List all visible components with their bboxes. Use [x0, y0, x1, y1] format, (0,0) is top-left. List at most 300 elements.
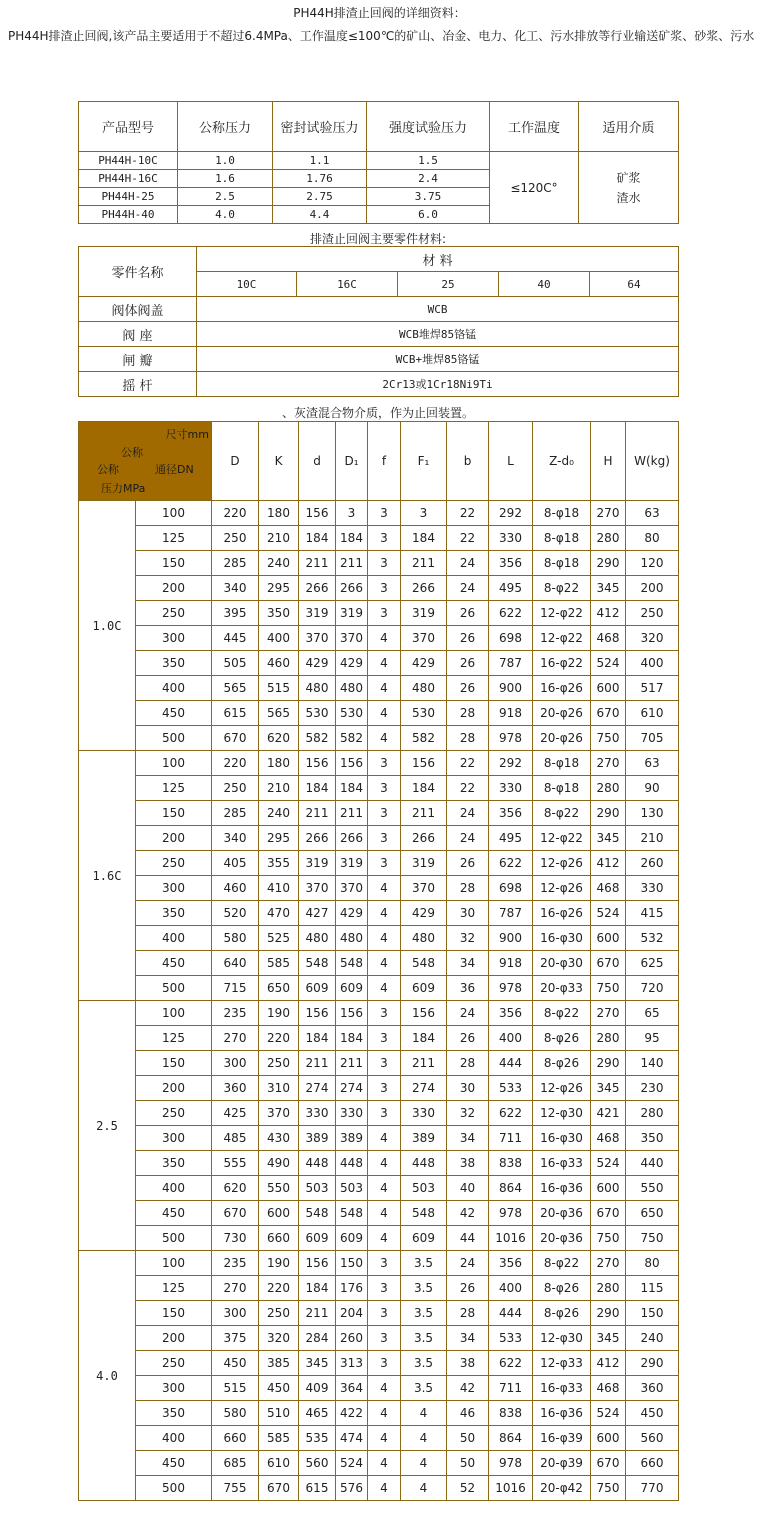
- dims-cell: 204: [336, 1301, 368, 1326]
- dims-cell: 400: [626, 651, 679, 676]
- dims-cell: 515: [212, 1376, 259, 1401]
- dims-cell: 260: [336, 1326, 368, 1351]
- dims-cell: 20-φ42: [533, 1476, 591, 1501]
- page-title: PH44H排渣止回阀的详细资料：: [293, 6, 466, 20]
- dims-cell: 330: [299, 1101, 336, 1126]
- dims-cell: 560: [299, 1451, 336, 1476]
- dims-cell: 468: [591, 1126, 626, 1151]
- dims-cell: 711: [489, 1376, 533, 1401]
- dims-cell: 375: [212, 1326, 259, 1351]
- dims-cell: 313: [336, 1351, 368, 1376]
- dims-cell: 50: [447, 1426, 489, 1451]
- dims-data-row: [79, 776, 679, 801]
- dims-cell: 274: [336, 1076, 368, 1101]
- dims-cell: 270: [212, 1276, 259, 1301]
- dims-cell: 565: [259, 701, 299, 726]
- dims-cell: 490: [259, 1151, 299, 1176]
- dims-cell: 320: [259, 1326, 299, 1351]
- dims-data-row: [79, 1301, 679, 1326]
- dims-cell: 38: [447, 1351, 489, 1376]
- dims-cell: 210: [259, 776, 299, 801]
- dn-cell: 400: [136, 1426, 212, 1451]
- dims-column-header: D: [212, 422, 259, 501]
- dims-cell: 3: [368, 1051, 401, 1076]
- dn-cell: 100: [136, 1001, 212, 1026]
- dims-column-header: b: [447, 422, 489, 501]
- dims-cell: 34: [447, 951, 489, 976]
- dims-cell: 8-φ22: [533, 576, 591, 601]
- dims-cell: 50: [447, 1451, 489, 1476]
- dims-cell: 356: [489, 1001, 533, 1026]
- dn-cell: 300: [136, 626, 212, 651]
- dims-cell: 20-φ36: [533, 1201, 591, 1226]
- dims-cell: 22: [447, 501, 489, 526]
- dims-cell: 3: [368, 1101, 401, 1126]
- dims-cell: 320: [626, 626, 679, 651]
- dims-cell: 415: [626, 901, 679, 926]
- dims-column-header: H: [591, 422, 626, 501]
- dims-cell: 184: [401, 776, 447, 801]
- dims-cell: 220: [212, 501, 259, 526]
- dims-cell: 3: [401, 501, 447, 526]
- dims-cell: 525: [259, 926, 299, 951]
- spec-cell: 3.75: [367, 188, 490, 206]
- dims-cell: 280: [591, 1276, 626, 1301]
- dims-cell: 8-φ18: [533, 751, 591, 776]
- dims-cell: 345: [299, 1351, 336, 1376]
- spec-temperature: ≤120C°: [490, 152, 579, 224]
- dims-cell: 220: [212, 751, 259, 776]
- dims-cell: 319: [401, 601, 447, 626]
- dims-cell: 465: [299, 1401, 336, 1426]
- dims-cell: 250: [259, 1051, 299, 1076]
- dims-cell: 211: [336, 551, 368, 576]
- material-header: 材 料: [197, 247, 679, 272]
- dims-data-row: [79, 926, 679, 951]
- dims-cell: 503: [336, 1176, 368, 1201]
- dims-data-row: [79, 1351, 679, 1376]
- dims-cell: 495: [489, 826, 533, 851]
- dims-cell: 210: [626, 826, 679, 851]
- dims-cell: 52: [447, 1476, 489, 1501]
- dims-data-row: [79, 1151, 679, 1176]
- dims-cell: 425: [212, 1101, 259, 1126]
- dims-cell: 615: [299, 1476, 336, 1501]
- dims-cell: 32: [447, 1101, 489, 1126]
- dims-cell: 395: [212, 601, 259, 626]
- dims-cell: 280: [591, 526, 626, 551]
- dims-cell: 429: [401, 651, 447, 676]
- dims-cell: 548: [299, 951, 336, 976]
- dims-cell: 609: [401, 1226, 447, 1251]
- dims-cell: 705: [626, 726, 679, 751]
- dims-cell: 156: [336, 751, 368, 776]
- dims-cell: 468: [591, 626, 626, 651]
- pressure-class-cell: 1.0C: [79, 501, 136, 751]
- dims-cell: 16-φ36: [533, 1176, 591, 1201]
- dims-cell: 4: [368, 976, 401, 1001]
- dims-cell: 235: [212, 1251, 259, 1276]
- dims-cell: 3: [368, 1076, 401, 1101]
- dims-cell: 448: [336, 1151, 368, 1176]
- dn-cell: 300: [136, 1126, 212, 1151]
- dims-cell: 480: [336, 676, 368, 701]
- dims-cell: 220: [259, 1276, 299, 1301]
- dims-data-row: [79, 526, 679, 551]
- dims-cell: 235: [212, 1001, 259, 1026]
- dn-cell: 200: [136, 576, 212, 601]
- spec-cell: 1.0: [178, 152, 273, 170]
- dims-cell: 3.5: [401, 1376, 447, 1401]
- dims-cell: 582: [401, 726, 447, 751]
- dims-cell: 330: [489, 526, 533, 551]
- dims-cell: 448: [401, 1151, 447, 1176]
- dims-cell: 266: [401, 576, 447, 601]
- dims-cell: 330: [336, 1101, 368, 1126]
- dims-cell: 609: [336, 976, 368, 1001]
- dims-cell: 8-φ22: [533, 1001, 591, 1026]
- dims-cell: 4: [368, 1451, 401, 1476]
- dims-cell: 345: [591, 1076, 626, 1101]
- dims-cell: 95: [626, 1026, 679, 1051]
- dims-cell: 3: [368, 576, 401, 601]
- dims-cell: 180: [259, 751, 299, 776]
- dn-cell: 250: [136, 1351, 212, 1376]
- dims-cell: 211: [336, 1051, 368, 1076]
- dims-cell: 685: [212, 1451, 259, 1476]
- dims-cell: 3: [368, 601, 401, 626]
- dims-cell: 330: [401, 1101, 447, 1126]
- material-value: 2Cr13或1Cr18Ni9Ti: [197, 372, 679, 397]
- dims-cell: 468: [591, 1376, 626, 1401]
- dims-cell: 22: [447, 526, 489, 551]
- dims-cell: 266: [299, 576, 336, 601]
- dims-cell: 345: [591, 1326, 626, 1351]
- spec-cell: 1.1: [273, 152, 367, 170]
- dims-cell: 156: [401, 1001, 447, 1026]
- dims-data-row: [79, 1076, 679, 1101]
- dims-cell: 650: [259, 976, 299, 1001]
- dims-cell: 24: [447, 801, 489, 826]
- dims-cell: 150: [626, 1301, 679, 1326]
- spec-cell: PH44H-25: [79, 188, 178, 206]
- dims-cell: 670: [591, 1201, 626, 1226]
- dims-cell: 211: [336, 801, 368, 826]
- dims-column-header: d: [299, 422, 336, 501]
- dims-cell: 42: [447, 1376, 489, 1401]
- dims-cell: 429: [401, 901, 447, 926]
- dims-cell: 4: [368, 901, 401, 926]
- dims-column-header: D₁: [336, 422, 368, 501]
- dims-cell: 24: [447, 1251, 489, 1276]
- dims-cell: 582: [299, 726, 336, 751]
- dims-cell: 670: [591, 1451, 626, 1476]
- dims-cell: 211: [401, 801, 447, 826]
- dims-cell: 32: [447, 926, 489, 951]
- material-value: WCB堆焊85铬锰: [197, 322, 679, 347]
- dims-cell: 470: [259, 901, 299, 926]
- dims-cell: 4: [401, 1426, 447, 1451]
- dims-cell: 400: [259, 626, 299, 651]
- dims-cell: 34: [447, 1126, 489, 1151]
- dims-cell: 90: [626, 776, 679, 801]
- dims-cell: 330: [626, 876, 679, 901]
- dims-cell: 24: [447, 826, 489, 851]
- dims-cell: 530: [299, 701, 336, 726]
- dims-data-row: [79, 501, 679, 526]
- dims-cell: 548: [401, 1201, 447, 1226]
- dims-cell: 230: [626, 1076, 679, 1101]
- dims-cell: 290: [591, 1301, 626, 1326]
- dn-cell: 350: [136, 901, 212, 926]
- dims-cell: 412: [591, 1351, 626, 1376]
- dims-cell: 16-φ30: [533, 926, 591, 951]
- dn-cell: 350: [136, 1401, 212, 1426]
- dims-cell: 505: [212, 651, 259, 676]
- spec-row: [79, 152, 679, 170]
- dims-cell: 184: [401, 526, 447, 551]
- dims-data-row: [79, 951, 679, 976]
- dims-cell: 156: [299, 501, 336, 526]
- dims-cell: 900: [489, 676, 533, 701]
- dims-data-row: [79, 851, 679, 876]
- dims-cell: 16-φ30: [533, 1126, 591, 1151]
- dims-cell: 3: [368, 1026, 401, 1051]
- dims-cell: 40: [447, 1176, 489, 1201]
- dims-cell: 356: [489, 801, 533, 826]
- dims-cell: 274: [401, 1076, 447, 1101]
- dn-cell: 100: [136, 751, 212, 776]
- dims-cell: 3: [368, 551, 401, 576]
- dims-data-row: [79, 551, 679, 576]
- dims-cell: 370: [299, 876, 336, 901]
- dims-cell: 295: [259, 576, 299, 601]
- dims-cell: 30: [447, 901, 489, 926]
- dims-cell: 3: [368, 826, 401, 851]
- dims-cell: 533: [489, 1076, 533, 1101]
- spec-cell: 4.0: [178, 206, 273, 224]
- dims-cell: 750: [591, 1226, 626, 1251]
- dims-data-row: [79, 576, 679, 601]
- dn-cell: 300: [136, 876, 212, 901]
- dims-cell: 184: [299, 1276, 336, 1301]
- dims-cell: 370: [401, 626, 447, 651]
- dims-cell: 670: [259, 1476, 299, 1501]
- dims-cell: 184: [299, 1026, 336, 1051]
- dims-cell: 28: [447, 701, 489, 726]
- dims-cell: 44: [447, 1226, 489, 1251]
- dims-cell: 211: [299, 1301, 336, 1326]
- dn-cell: 200: [136, 1076, 212, 1101]
- dn-cell: 500: [136, 976, 212, 1001]
- spec-header: 适用介质: [579, 102, 679, 152]
- grade-cell: 25: [398, 272, 499, 297]
- dims-cell: 16-φ26: [533, 901, 591, 926]
- dims-cell: 620: [212, 1176, 259, 1201]
- dims-data-row: [79, 901, 679, 926]
- dn-cell: 500: [136, 1226, 212, 1251]
- dims-cell: 12-φ33: [533, 1351, 591, 1376]
- spec-medium-line: 矿浆: [616, 170, 641, 185]
- dims-cell: 405: [212, 851, 259, 876]
- dims-data-row: [79, 1276, 679, 1301]
- dims-cell: 524: [591, 901, 626, 926]
- dims-cell: 600: [591, 676, 626, 701]
- dims-column-header: f: [368, 422, 401, 501]
- dims-cell: 340: [212, 576, 259, 601]
- dn-cell: 400: [136, 1176, 212, 1201]
- dims-cell: 24: [447, 1001, 489, 1026]
- dims-cell: 615: [212, 701, 259, 726]
- dims-cell: 622: [489, 1351, 533, 1376]
- grade-cell: 16C: [297, 272, 398, 297]
- dims-cell: 582: [336, 726, 368, 751]
- spec-header: 工作温度: [490, 102, 579, 152]
- dims-cell: 184: [336, 1026, 368, 1051]
- dims-cell: 184: [401, 1026, 447, 1051]
- dims-cell: 190: [259, 1251, 299, 1276]
- dims-cell: 156: [336, 1001, 368, 1026]
- dims-cell: 156: [401, 751, 447, 776]
- dims-cell: 211: [299, 801, 336, 826]
- spec-cell: 4.4: [273, 206, 367, 224]
- pressure-class-cell: 4.0: [79, 1251, 136, 1501]
- dims-cell: 300: [212, 1051, 259, 1076]
- dims-cell: 495: [489, 576, 533, 601]
- material-value: WCB: [197, 297, 679, 322]
- corner-nominal-label: 公称: [121, 446, 143, 459]
- dims-cell: 290: [591, 551, 626, 576]
- dims-cell: 270: [591, 1251, 626, 1276]
- spec-header: 强度试验压力: [367, 102, 490, 152]
- dn-cell: 250: [136, 601, 212, 626]
- dims-data-row: [79, 751, 679, 776]
- dims-cell: 389: [299, 1126, 336, 1151]
- dims-cell: 310: [259, 1076, 299, 1101]
- dims-cell: 412: [591, 601, 626, 626]
- dims-data-row: [79, 1026, 679, 1051]
- dims-cell: 400: [489, 1276, 533, 1301]
- dims-cell: 3: [368, 776, 401, 801]
- dims-cell: 250: [212, 526, 259, 551]
- dims-data-row: [79, 1051, 679, 1076]
- dims-cell: 356: [489, 1251, 533, 1276]
- dims-cell: 560: [626, 1426, 679, 1451]
- dims-cell: 532: [626, 926, 679, 951]
- dims-cell: 389: [336, 1126, 368, 1151]
- dims-cell: 150: [336, 1251, 368, 1276]
- dims-cell: 838: [489, 1401, 533, 1426]
- dims-cell: 355: [259, 851, 299, 876]
- dims-cell: 670: [591, 701, 626, 726]
- dims-cell: 46: [447, 1401, 489, 1426]
- dims-cell: 364: [336, 1376, 368, 1401]
- dims-data-row: [79, 651, 679, 676]
- dims-data-row: [79, 1476, 679, 1501]
- dims-cell: 295: [259, 826, 299, 851]
- dims-cell: 548: [299, 1201, 336, 1226]
- dims-cell: 26: [447, 601, 489, 626]
- dims-cell: 280: [626, 1101, 679, 1126]
- dims-cell: 660: [212, 1426, 259, 1451]
- dims-cell: 38: [447, 1151, 489, 1176]
- dims-cell: 4: [368, 1426, 401, 1451]
- corner-mpa-label: 压力MPa: [101, 482, 146, 495]
- dims-cell: 16-φ33: [533, 1151, 591, 1176]
- dims-cell: 524: [591, 651, 626, 676]
- dims-data-row: [79, 1001, 679, 1026]
- dims-cell: 978: [489, 976, 533, 1001]
- dims-cell: 4: [368, 1226, 401, 1251]
- dims-data-row: [79, 1251, 679, 1276]
- dims-data-row: [79, 1451, 679, 1476]
- dims-column-header: Z-d₀: [533, 422, 591, 501]
- dims-cell: 4: [368, 1401, 401, 1426]
- dims-cell: 660: [259, 1226, 299, 1251]
- dims-cell: 517: [626, 676, 679, 701]
- dims-cell: 3: [368, 801, 401, 826]
- dims-cell: 210: [259, 526, 299, 551]
- intro-text: PH44H排渣止回阀,该产品主要适用于不超过6.4MPa、工作温度≤100℃的矿山、冶金、电力、化工、污水排放等行业输送矿浆、砂浆、污水: [8, 29, 755, 43]
- spec-table: [78, 101, 679, 224]
- dims-cell: 450: [212, 1351, 259, 1376]
- dims-cell: 63: [626, 501, 679, 526]
- dims-cell: 480: [299, 926, 336, 951]
- dims-cell: 319: [299, 851, 336, 876]
- dimensions-table: [78, 421, 679, 1501]
- dims-data-row: [79, 626, 679, 651]
- dims-cell: 1016: [489, 1226, 533, 1251]
- dims-cell: 421: [591, 1101, 626, 1126]
- materials-caption: 排渣止回阀主要零件材料:: [309, 232, 447, 246]
- dims-cell: 292: [489, 751, 533, 776]
- dims-cell: 28: [447, 1301, 489, 1326]
- dn-cell: 125: [136, 1276, 212, 1301]
- dims-cell: 8-φ18: [533, 501, 591, 526]
- dims-cell: 200: [626, 576, 679, 601]
- material-row: [79, 372, 679, 397]
- dims-data-row: [79, 1226, 679, 1251]
- dims-cell: 503: [299, 1176, 336, 1201]
- dims-cell: 3.5: [401, 1351, 447, 1376]
- dims-cell: 620: [259, 726, 299, 751]
- dims-cell: 20-φ39: [533, 1451, 591, 1476]
- dn-cell: 150: [136, 1301, 212, 1326]
- dims-cell: 240: [259, 801, 299, 826]
- dims-cell: 4: [368, 1376, 401, 1401]
- dims-cell: 918: [489, 951, 533, 976]
- dims-cell: 622: [489, 851, 533, 876]
- dims-cell: 140: [626, 1051, 679, 1076]
- dims-cell: 266: [336, 826, 368, 851]
- dims-cell: 838: [489, 1151, 533, 1176]
- spec-cell: PH44H-10C: [79, 152, 178, 170]
- dims-cell: 20-φ30: [533, 951, 591, 976]
- dims-cell: 156: [299, 1251, 336, 1276]
- dims-cell: 284: [299, 1326, 336, 1351]
- dims-cell: 429: [336, 651, 368, 676]
- dims-cell: 319: [299, 601, 336, 626]
- dims-cell: 22: [447, 776, 489, 801]
- spec-cell: 1.5: [367, 152, 490, 170]
- dims-data-row: [79, 701, 679, 726]
- dims-cell: 8-φ26: [533, 1051, 591, 1076]
- dims-cell: 3: [368, 501, 401, 526]
- dims-cell: 640: [212, 951, 259, 976]
- dims-cell: 610: [626, 701, 679, 726]
- dims-cell: 3.5: [401, 1251, 447, 1276]
- dims-caption: 、灰渣混合物介质，作为止回装置。: [281, 406, 474, 420]
